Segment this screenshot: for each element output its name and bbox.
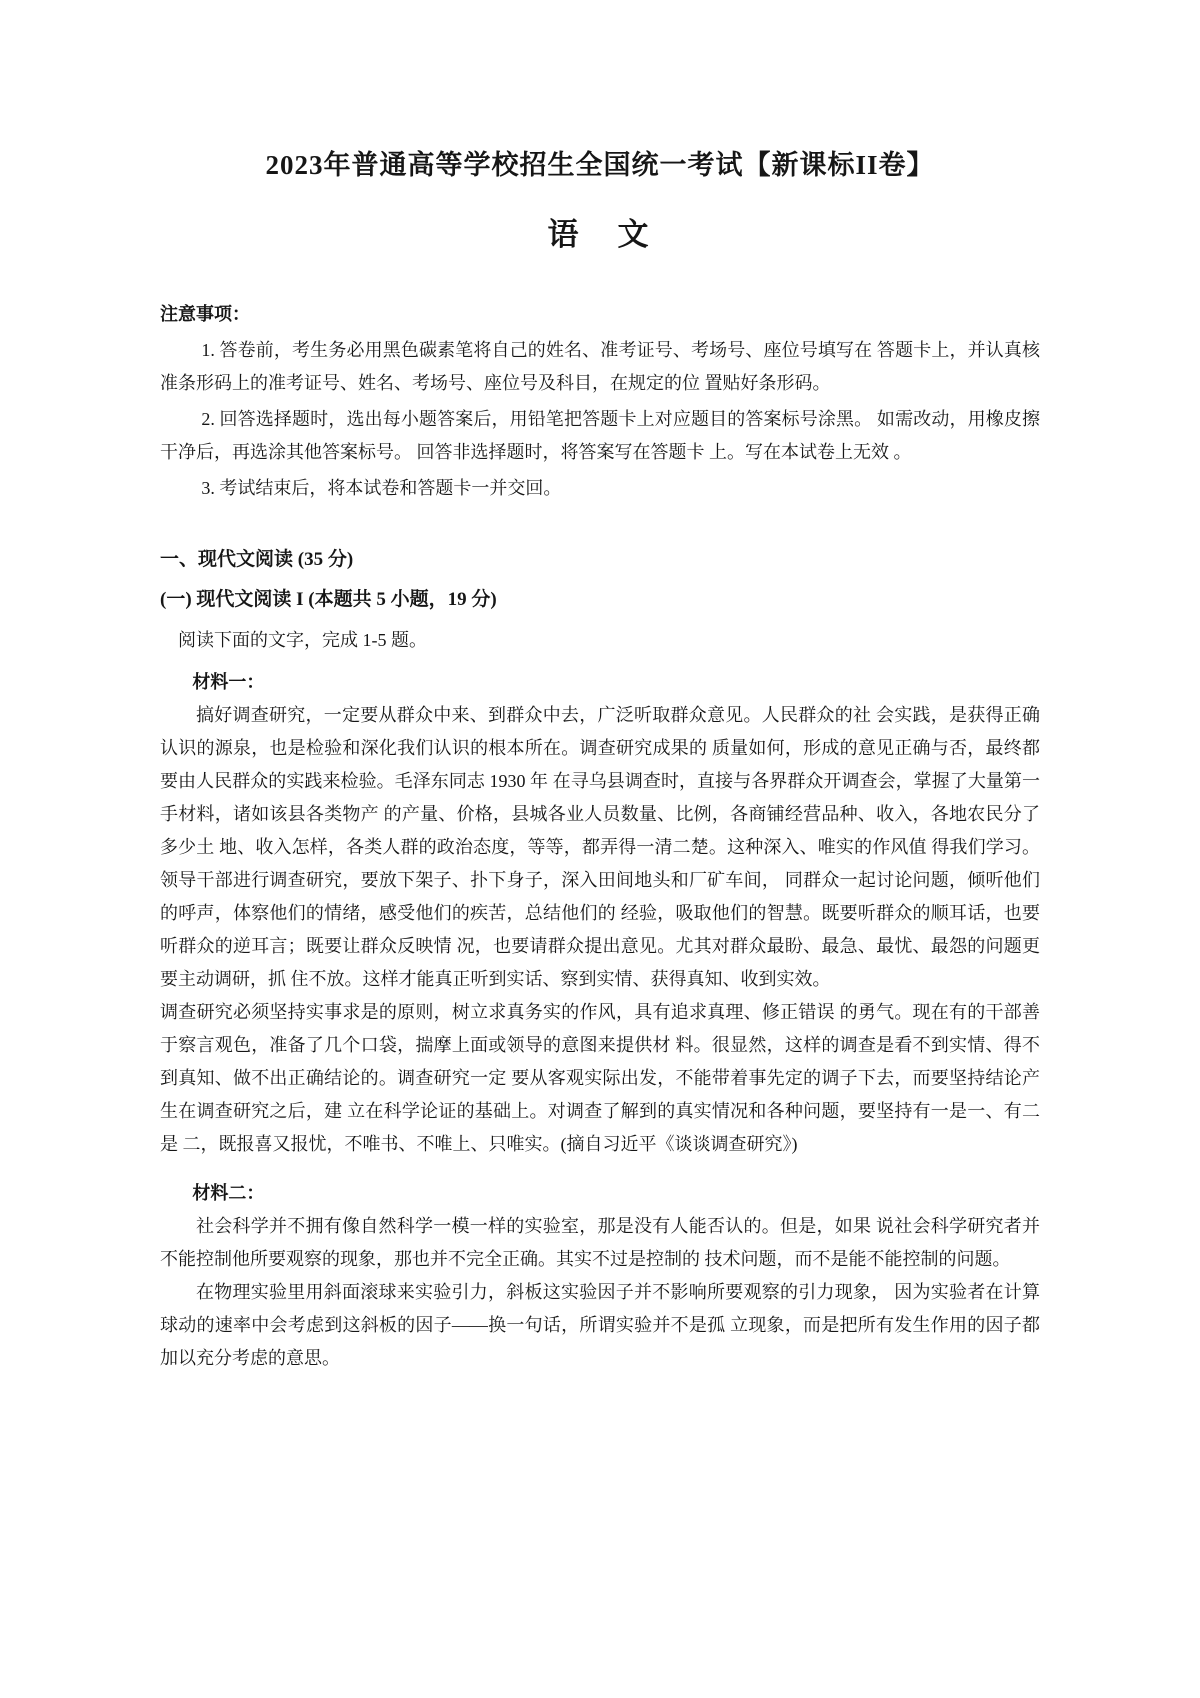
notice-section <box>160 298 1040 505</box>
reading-instruction: 阅读下面的文字，完成 1-5 题。 <box>178 630 427 650</box>
notice-item-1: 1. 答卷前，考生务必用黑色碳素笔将自己的姓名、准考证号、考场号、座位号填写在 答题卡上，并认真核准条形码上的准考证号、姓名、考场号、座位号及科目，在规定的位 置贴好条形码。 <box>160 340 1040 393</box>
notice-item-2: 2. 回答选择题时，选出每小题答案后，用铅笔把答题卡上对应题目的答案标号涂黑。 如需改动，用橡皮擦干净后，再选涂其他答案标号。 回答非选择题时，将答案写在答题卡 上。写在本试卷上无效 。 <box>160 409 1040 462</box>
exam-title: 2023年普通高等学校招生全国统一考试【新课标II卷】 <box>265 150 935 180</box>
material-two-label: 材料二： <box>192 1183 265 1203</box>
material-one-label: 材料一： <box>192 672 265 692</box>
modern-reading-section <box>160 543 1040 1375</box>
notice-heading: 注意事项： <box>160 304 250 324</box>
section-subheading: (一) 现代文阅读 I (本题共 5 小题，19 分) <box>160 589 497 610</box>
notice-item-3: 3. 考试结束后，将本试卷和答题卡一并交回。 <box>201 478 562 498</box>
material-two-paragraph-2: 在物理实验里用斜面滚球来实验引力，斜板这实验因子并不影响所要观察的引力现象， 因为实验者在计算球动的速率中会考虑到这斜板的因子——换一句话，所谓实验并不是孤 立现象，而是把所有发生作用的因子都加以充分考虑的意思。 <box>160 1282 1040 1368</box>
material-one-paragraph-2: 调查研究必须坚持实事求是的原则，树立求真务实的作风，具有追求真理、修正错误 的勇气。现在有的干部善于察言观色，准备了几个口袋，揣摩上面或领导的意图来提供材 料。很显然，这样的调查是看不到实情、得不到真知、做不出正确结论的。调查研究一定 要从客观实际出发，不能带着事先定的调子下去，而要坚持结论产生在调查研究之后，建 立在科学论证的基础上。对调查了解到的真实情况和各种问题，要坚持有一是一、有二是 二，既报喜又报忧，不唯书、不唯上、只唯实。(摘自习近平《谈谈调查研究》) <box>160 1002 1040 1154</box>
subject-title: 语 文 <box>547 217 653 252</box>
section-heading: 一、现代文阅读 (35 分) <box>160 549 354 570</box>
material-one-paragraph-1: 搞好调查研究，一定要从群众中来、到群众中去，广泛听取群众意见。人民群众的社 会实践，是获得正确认识的源泉，也是检验和深化我们认识的根本所在。调查研究成果的 质量如何，形成的意见正确与否，最终都要由人民群众的实践来检验。毛泽东同志 1930 年 在寻乌县调查时，直接与各界群众开调查会，掌握了大量第一手材料，诸如该县各类物产 的产量、价格，县城各业人员数量、比例，各商铺经营品种、收入，各地农民分了多少土 地、收入怎样，各类人群的政治态度，等等，都弄得一清二楚。这种深入、唯实的作风值 得我们学习。领导干部进行调查研究，要放下架子、扑下身子，深入田间地头和厂矿车间， 同群众一起讨论问题，倾听他们的呼声，体察他们的情绪，感受他们的疾苦，总结他们的 经验，吸取他们的智慧。既要听群众的顺耳话，也要听群众的逆耳言；既要让群众反映情 况，也要请群众提出意见。尤其对群众最盼、最急、最忧、最怨的问题更要主动调研，抓 住不放。这样才能真正听到实话、察到实情、获得真知、收到实效。 <box>160 705 1040 989</box>
material-two-paragraph-1: 社会科学并不拥有像自然科学一模一样的实验室，那是没有人能否认的。但是，如果 说社会科学研究者并不能控制他所要观察的现象，那也并不完全正确。其实不过是控制的 技术问题，而不是能不能控制的问题。 <box>160 1216 1040 1269</box>
